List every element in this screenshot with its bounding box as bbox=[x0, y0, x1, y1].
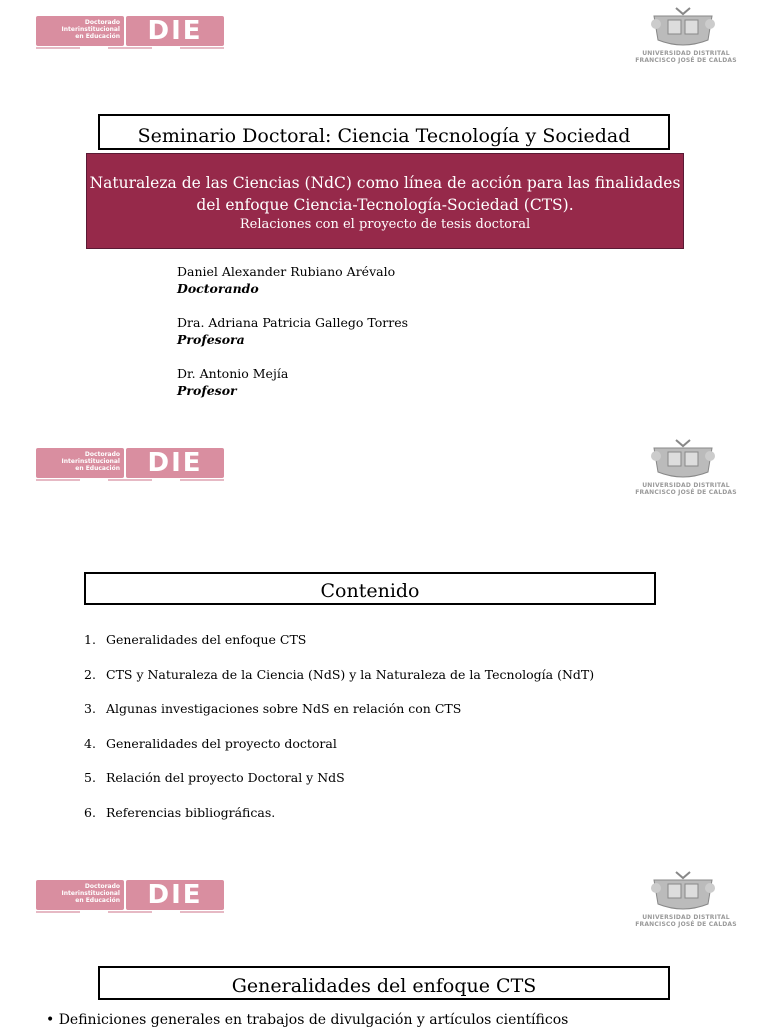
university-name: UNIVERSIDAD DISTRITAL FRANCISCO JOSÉ DE CALDAS bbox=[635, 482, 737, 496]
people-list bbox=[177, 263, 408, 416]
contents-list bbox=[84, 632, 594, 839]
subtitle-line: Naturaleza de las Ciencias (NdC) como línea de acción para las finalidades bbox=[89, 174, 681, 192]
university-logo bbox=[620, 6, 752, 66]
die-logo-letters: DIE bbox=[126, 880, 224, 910]
university-name: UNIVERSIDAD DISTRITAL FRANCISCO JOSÉ DE CALDAS bbox=[635, 914, 737, 928]
person-entry bbox=[177, 314, 408, 348]
person-name: Daniel Alexander Rubiano Arévalo bbox=[177, 264, 396, 279]
list-item: 2. CTS y Naturaleza de la Ciencia (NdS) y la Naturaleza de la Tecnología (NdT) bbox=[84, 666, 595, 682]
person-name: Dra. Adriana Patricia Gallego Torres bbox=[177, 315, 409, 330]
university-name: UNIVERSIDAD DISTRITAL FRANCISCO JOSÉ DE CALDAS bbox=[635, 50, 737, 64]
die-logo-left: Doctorado Interinstitucional en Educación bbox=[36, 448, 124, 478]
person-role: Doctorando bbox=[177, 281, 259, 296]
list-item: 3. Algunas investigaciones sobre NdS en relación con CTS bbox=[84, 701, 462, 716]
die-logo bbox=[36, 448, 224, 478]
die-logo-left: Doctorado Interinstitucional en Educación bbox=[36, 16, 124, 46]
university-crest-icon bbox=[646, 870, 720, 912]
bullet-item: • Definiciones generales en trabajos de divulgación y artículos científicos bbox=[46, 1012, 569, 1028]
person-entry bbox=[177, 263, 408, 297]
subtitle-banner bbox=[86, 153, 684, 249]
person-role: Profesor bbox=[177, 383, 237, 398]
slide-title: Seminario Doctoral: Ciencia Tecnología y Sociedad bbox=[98, 114, 670, 150]
slide-title: Contenido bbox=[84, 572, 656, 605]
list-item: 4. Generalidades del proyecto doctoral bbox=[84, 735, 337, 751]
person-role: Profesora bbox=[177, 332, 245, 347]
die-logo bbox=[36, 880, 224, 910]
slide-1 bbox=[0, 0, 768, 432]
die-logo-subline bbox=[36, 47, 224, 51]
subtitle-subline: Relaciones con el proyecto de tesis doctoral bbox=[239, 217, 531, 232]
list-item: 6. Referencias bibliográficas. bbox=[84, 804, 276, 820]
die-logo bbox=[36, 16, 224, 46]
slide-2 bbox=[0, 432, 768, 864]
subtitle-line: del enfoque Ciencia-Tecnología-Sociedad (CTS). bbox=[196, 196, 574, 214]
die-logo-left: Doctorado Interinstitucional en Educación bbox=[36, 880, 124, 910]
university-logo bbox=[620, 438, 752, 498]
die-logo-letters: DIE bbox=[126, 16, 224, 46]
person-name: Dr. Antonio Mejía bbox=[177, 366, 289, 381]
die-logo-subline bbox=[36, 479, 224, 483]
slide-3 bbox=[0, 864, 768, 1028]
list-item: 5. Relación del proyecto Doctoral y NdS bbox=[84, 770, 345, 785]
university-crest-icon bbox=[646, 438, 720, 480]
die-logo-letters: DIE bbox=[126, 448, 224, 478]
university-crest-icon bbox=[646, 6, 720, 48]
university-logo bbox=[620, 870, 752, 930]
die-logo-subline bbox=[36, 911, 224, 915]
list-item: 1. Generalidades del enfoque CTS bbox=[84, 632, 307, 647]
slide-title: Generalidades del enfoque CTS bbox=[98, 966, 670, 1000]
person-entry bbox=[177, 365, 408, 399]
